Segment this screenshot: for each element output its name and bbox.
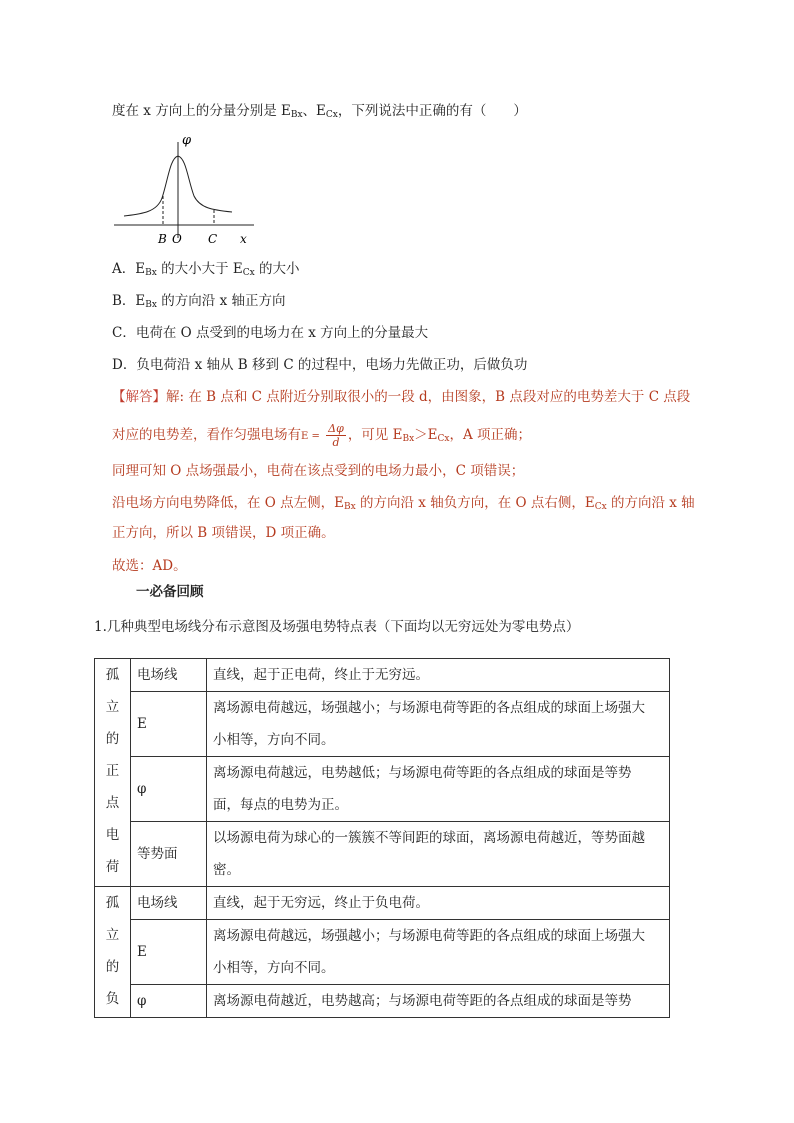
table-row <box>95 985 670 1018</box>
answer-line-4: 沿电场方向电势降低，在 O 点左侧，$E_{Bx}$ 的方向沿 x 轴负方向，在 O 点右侧，$E_{Cx}$ 的方向沿 x 轴 <box>112 495 695 512</box>
option-b: B．$E_{Bx}$ 的方向沿 x 轴正方向 <box>112 293 286 310</box>
desc-cell: 面，每点的电势为正。 <box>207 789 670 822</box>
answer-line-5: 正方向，所以 B 项错误，D 项正确。 <box>112 525 335 541</box>
table-row <box>95 692 670 725</box>
table-row <box>95 920 670 953</box>
answer-label: 【解答】 <box>112 389 166 405</box>
desc-cell: 离场源电荷越远，场强越小；与场源电荷等距的各点组成的球面上场强大 <box>207 692 670 725</box>
table-row <box>95 822 670 855</box>
table-row <box>95 757 670 790</box>
desc-cell: 离场源电荷越远，电势越低；与场源电荷等距的各点组成的球面是等势 <box>207 757 670 790</box>
table-row <box>95 887 670 920</box>
desc-cell: 以场源电荷为球心的一簇簇不等间距的球面，离场源电荷越近，等势面越 <box>207 822 670 855</box>
answer-line-2: 对应的电势差，看作匀强电场有E = $\frac{\Delta\varphi}{d}$ ，可见 $E_{Bx}>E_{Cx}$，A 项正确； <box>112 422 532 449</box>
section-title: 一必备回顾 <box>136 584 204 600</box>
desc-cell: 密。 <box>207 854 670 887</box>
desc-cell: 小相等，方向不同。 <box>207 724 670 757</box>
desc-cell: 小相等，方向不同。 <box>207 952 670 985</box>
prop-cell: φ <box>131 985 207 1018</box>
prop-cell: φ <box>131 757 207 822</box>
desc-cell: 离场源电荷越远，场强越小；与场源电荷等距的各点组成的球面上场强大 <box>207 920 670 953</box>
group-positive-charge: 孤 立 的 正 点 电 荷 <box>95 659 131 887</box>
desc-cell: 直线，起于无穷远，终止于负电荷。 <box>207 887 670 920</box>
desc-cell: 离场源电荷越近，电势越高；与场源电荷等距的各点组成的球面是等势 <box>207 985 670 1018</box>
answer-line-6: 故选：AD。 <box>112 558 187 574</box>
prop-cell: 等势面 <box>131 822 207 887</box>
fraction-delta-phi-over-d: $\frac{\Delta\varphi}{d}$ <box>328 422 344 449</box>
desc-cell: 直线，起于正电荷，终止于无穷远。 <box>207 659 670 692</box>
x-axis-label: x <box>240 232 247 246</box>
option-d: D．负电荷沿 x 轴从 B 移到 C 的过程中，电场力先做正功，后做负功 <box>112 357 528 373</box>
prop-cell: E <box>131 920 207 985</box>
field-properties-table <box>94 658 670 1018</box>
point-o-label: O <box>172 232 182 246</box>
question-stem: 度在 x 方向上的分量分别是 $E_{Bx}$、$E_{Cx}$，下列说法中正确的有（ ） <box>112 103 527 120</box>
table-row <box>95 659 670 692</box>
answer-line-1: 【解答】解: 在 B 点和 C 点附近分别取很小的一段 d，由图象，B 点段对应的电势差大于 C 点段 <box>112 389 691 405</box>
point-b-label: B <box>158 232 167 246</box>
table-intro: 1.几种典型电场线分布示意图及场强电势特点表（下面均以无穷远处为零电势点） <box>94 619 580 635</box>
prop-cell: 电场线 <box>131 887 207 920</box>
option-a: A．$E_{Bx}$ 的大小大于 $E_{Cx}$ 的大小 <box>112 261 300 278</box>
y-axis-label: φ <box>182 133 192 148</box>
answer-line-3: 同理可知 O 点场强最小，电荷在该点受到的电场力最小，C 项错误； <box>112 463 525 479</box>
potential-curve-figure <box>112 128 262 248</box>
option-c: C．电荷在 O 点受到的电场力在 x 方向上的分量最大 <box>112 325 429 341</box>
prop-cell: 电场线 <box>131 659 207 692</box>
point-c-label: C <box>208 232 218 246</box>
group-negative-charge: 孤 立 的 负 <box>95 887 131 1018</box>
prop-cell: E <box>131 692 207 757</box>
